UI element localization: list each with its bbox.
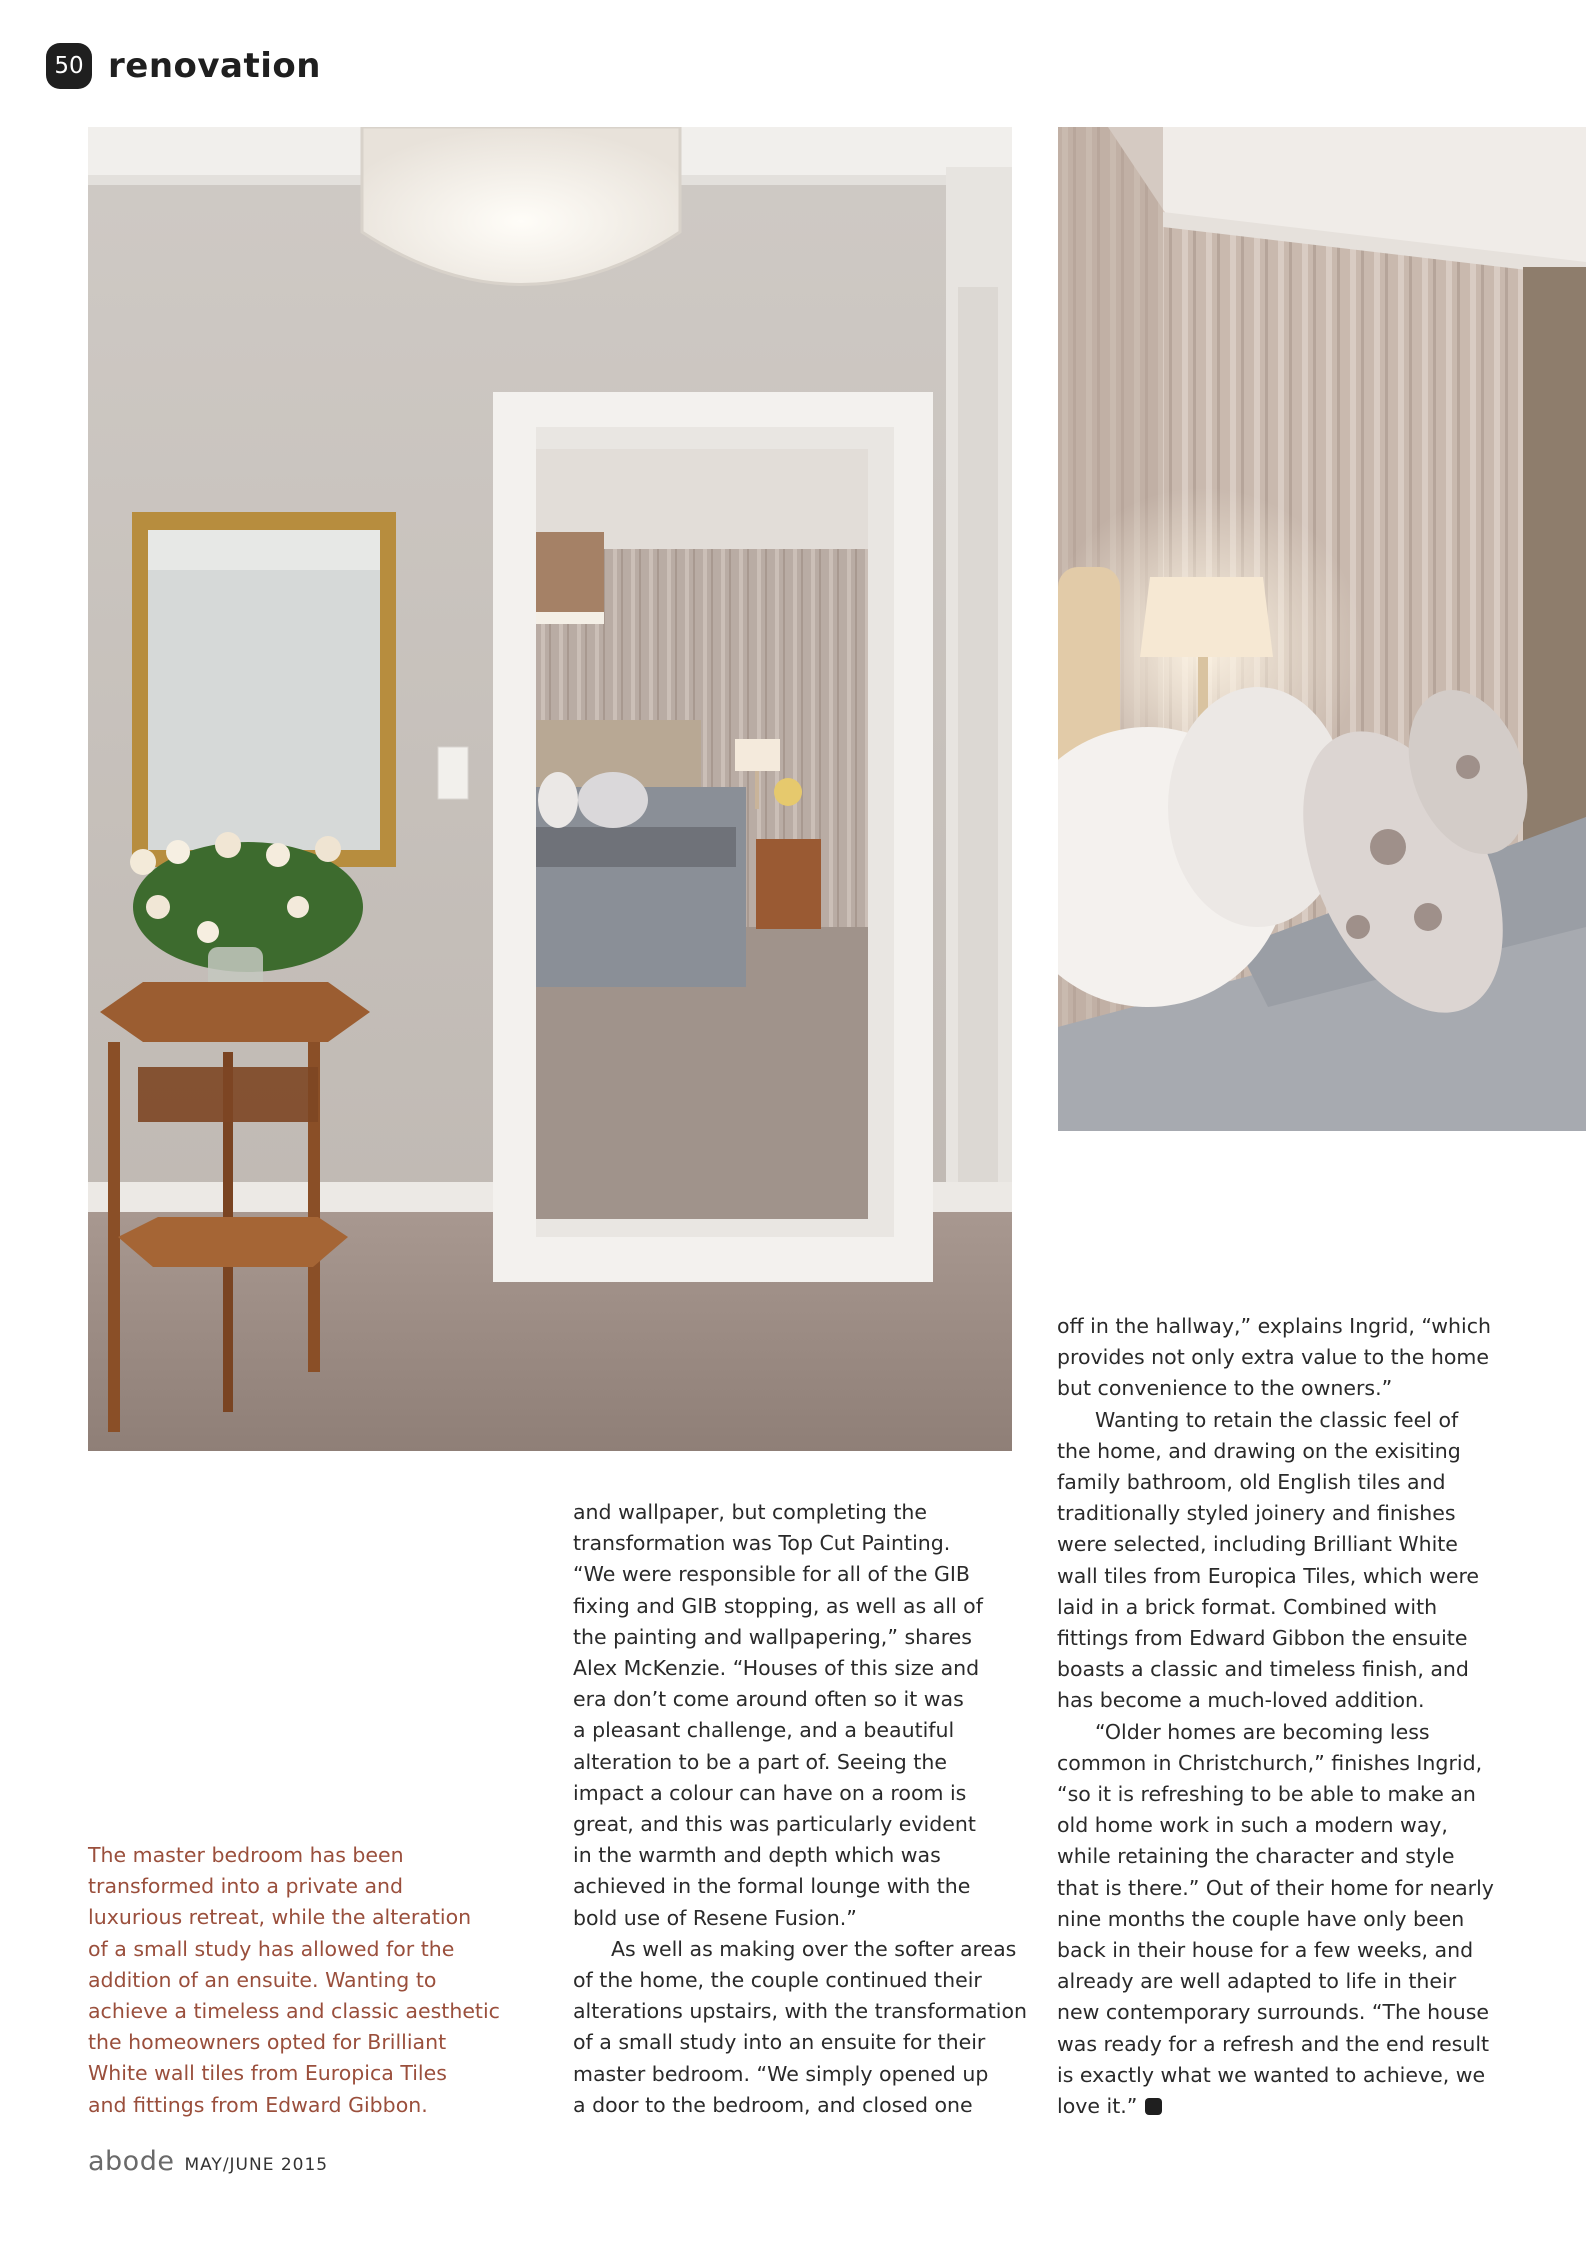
body-line: common in Christchurch,” finishes Ingrid,	[1057, 1750, 1483, 1775]
issue-date: MAY/JUNE 2015	[184, 2155, 329, 2175]
body-line: was ready for a refresh and the end result	[1057, 2031, 1490, 2056]
article-column-2	[573, 1497, 1027, 2121]
body-line: traditionally styled joinery and finishes	[1057, 1501, 1456, 1526]
body-line: provides not only extra value to the home	[1057, 1345, 1489, 1370]
body-line: wall tiles from Europica Tiles, which were	[1057, 1563, 1480, 1588]
body-line: laid in a brick format. Combined with	[1057, 1594, 1438, 1619]
magazine-logo: abode	[88, 2146, 175, 2177]
hallway-bedroom-photo	[88, 127, 1012, 1451]
body-line: fittings from Edward Gibbon the ensuite	[1057, 1626, 1468, 1651]
body-line: great, and this was particularly evident	[573, 1812, 976, 1837]
caption-line: transformed into a private and	[88, 1874, 404, 1899]
body-line: the painting and wallpapering,” shares	[573, 1624, 972, 1649]
body-line: achieved in the formal lounge with the	[573, 1874, 971, 1899]
body-line: off in the hallway,” explains Ingrid, “which	[1057, 1314, 1491, 1338]
caption-line: White wall tiles from Europica Tiles	[88, 2061, 447, 2086]
body-line: alteration to be a part of. Seeing the	[573, 1749, 947, 1774]
body-line: of a small study into an ensuite for their	[573, 2030, 986, 2055]
body-line: era don’t come around often so it was	[573, 1687, 964, 1712]
caption-line: The master bedroom has been	[88, 1843, 404, 1867]
caption-line: and fittings from Edward Gibbon.	[88, 2092, 428, 2117]
body-line-last	[1057, 2091, 1497, 2122]
body-line: boasts a classic and timeless finish, and	[1057, 1657, 1469, 1682]
body-line: has become a much-loved addition.	[1057, 1688, 1425, 1713]
body-line: the home, and drawing on the exisiting	[1057, 1438, 1461, 1463]
caption-line: the homeowners opted for Brilliant	[88, 2030, 447, 2055]
body-line: that is there.” Out of their home for nearly	[1057, 1875, 1494, 1900]
caption-line: achieve a timeless and classic aesthetic	[88, 1999, 500, 2024]
body-line: and wallpaper, but completing the	[573, 1500, 928, 1524]
body-line: “We were responsible for all of the GIB	[573, 1562, 970, 1587]
body-line: already are well adapted to life in their	[1057, 1969, 1457, 1994]
page-header	[46, 42, 321, 90]
body-line: of the home, the couple continued their	[573, 1968, 982, 1993]
body-line: nine months the couple have only been	[1057, 1906, 1465, 1931]
page-number-badge: 50	[46, 43, 92, 89]
body-line: but convenience to the owners.”	[1057, 1376, 1393, 1401]
caption-line: luxurious retreat, while the alteration	[88, 1905, 472, 1930]
body-line: bold use of Resene Fusion.”	[573, 1905, 857, 1930]
body-line: transformation was Top Cut Painting.	[573, 1531, 951, 1556]
body-line: were selected, including Brilliant White	[1057, 1532, 1458, 1557]
body-line: back in their house for a few weeks, and	[1057, 1938, 1474, 1963]
body-line: new contemporary surrounds. “The house	[1057, 2000, 1489, 2025]
body-line: family bathroom, old English tiles and	[1057, 1470, 1446, 1495]
body-line: impact a colour can have on a room is	[573, 1780, 967, 1805]
body-line: is exactly what we wanted to achieve, we	[1057, 2062, 1486, 2087]
end-mark-icon	[1145, 2098, 1162, 2115]
body-line: fixing and GIB stopping, as well as all of	[573, 1593, 983, 1618]
body-line: Alex McKenzie. “Houses of this size and	[573, 1656, 980, 1681]
body-line: while retaining the character and style	[1057, 1844, 1455, 1869]
bedroom-detail-photo	[1058, 127, 1586, 1131]
page-footer	[88, 2146, 328, 2177]
body-line: “so it is refreshing to be able to make an	[1057, 1782, 1476, 1807]
body-line: alterations upstairs, with the transformation	[573, 1999, 1027, 2024]
caption-line: of a small study has allowed for the	[88, 1936, 455, 1961]
body-line: “Older homes are becoming less	[1095, 1719, 1430, 1744]
body-line-text: love it.”	[1057, 2094, 1138, 2119]
body-line: master bedroom. “We simply opened up	[573, 2061, 989, 2086]
body-line: Wanting to retain the classic feel of	[1095, 1407, 1459, 1432]
body-line: a door to the bedroom, and closed one	[573, 2092, 973, 2117]
body-line: As well as making over the softer areas	[611, 1936, 1017, 1961]
photo-caption	[88, 1840, 528, 2121]
body-line: old home work in such a modern way,	[1057, 1813, 1448, 1838]
article-column-3	[1057, 1311, 1497, 2122]
section-title: renovation	[108, 46, 321, 86]
body-line: a pleasant challenge, and a beautiful	[573, 1718, 955, 1743]
caption-line: addition of an ensuite. Wanting to	[88, 1967, 437, 1992]
body-line: in the warmth and depth which was	[573, 1843, 941, 1868]
